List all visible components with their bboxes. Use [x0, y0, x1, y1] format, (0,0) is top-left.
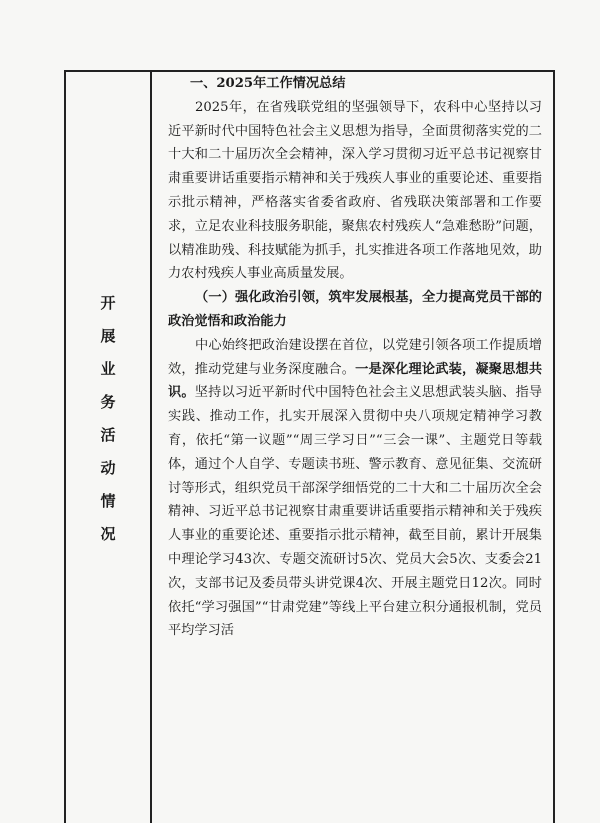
- section-title: 一、2025年工作情况总结: [190, 76, 346, 91]
- subsection-title: （一）强化政治引领，筑牢发展根基，全力提高党员干部的政治觉悟和政治能力: [168, 290, 542, 329]
- column-divider: [150, 70, 152, 823]
- row-label-char: 业: [100, 360, 116, 378]
- row-label-char: 活: [100, 426, 116, 444]
- row-label-char: 情: [100, 492, 116, 510]
- body-rest: 坚持以习近平新时代中国特色社会主义思想武装头脑、指导实践、推动工作，扎实开展深入贯彻中央八项规定精神学习教育，依托“第一议题”“周三学习日”“三会一课”、主题党日等载体，通过个人自学、专题读书班、警示教育、意见征集、交流研讨等形式，组织党员干部深学细悟党的二十大和二十届历次全会精神、习近平总书记视察甘肃重要讲话重要指示精神和关于残疾人事业的重要论述、重要指示批示精神，截至目前，累计开展集中理论学习43次、专题交流研讨5次、党员大会5次、支委会21次，支部书记及委员带头讲党课4次、开展主题党日12次。同时依托“学习强国”“甘肃党建”等线上平台建立积分通报机制，党员平均学习活: [168, 385, 543, 639]
- body-paragraph: [168, 334, 542, 643]
- content-cell: [168, 72, 542, 643]
- intro-paragraph: 2025年，在省残联党组的坚强领导下，农科中心坚持以习近平新时代中国特色社会主义思想为指导，全面贯彻落实党的二十大和二十届历次全会精神，深入学习贯彻习近平总书记视察甘肃重要讲话重要指示精神和关于残疾人事业的重要论述、重要指示批示精神，严格落实省委省政府、省残联决策部署和工作要求，立足农业科技服务职能，聚焦农村残疾人“急难愁盼”问题，以精准助残、科技赋能为抓手，扎实推进各项工作落地见效，助力农村残疾人事业高质量发展。: [168, 99, 542, 282]
- row-label-char: 务: [100, 393, 116, 411]
- row-label-char: 开: [100, 294, 116, 312]
- row-label-char: 况: [100, 525, 116, 543]
- row-label-column: [66, 296, 150, 560]
- row-label-char: 动: [100, 459, 116, 477]
- body-lead: 中心始终把政治建设摆在首位，以党建引领各项工作提质增效，推动党建与业务深度融合。: [168, 337, 542, 377]
- row-label-char: 展: [100, 327, 116, 345]
- body-bold-point: 一是深化理论武装，凝聚思想共识。: [168, 361, 543, 401]
